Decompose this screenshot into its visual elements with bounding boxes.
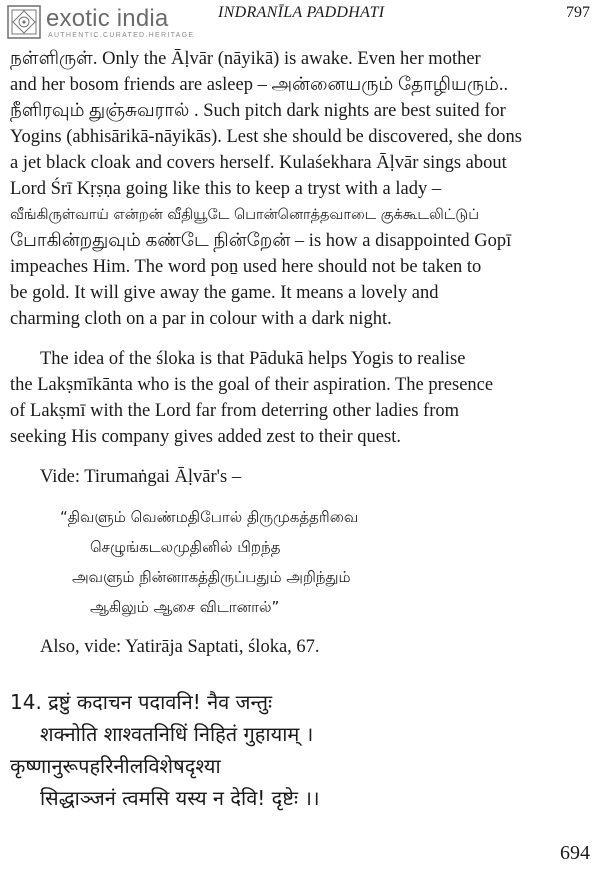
text-line: and her bosom friends are asleep – அன்னையரும் தோழியரும்.. (10, 75, 509, 95)
text-line: a jet black cloak and covers herself. Kulaśekhara Āḷvār sings about (10, 153, 507, 173)
text-line: நீளிரவும் துஞ்சுவரால் . Such pitch dark nights are best suited for (10, 101, 506, 121)
page-body (10, 46, 590, 814)
page-number: 797 (566, 4, 590, 21)
verse-line: அவளும் நின்னாகத்திருப்பதும் அறிந்தும் (72, 568, 351, 586)
text-line: seeking His company gives added zest to their quest. (10, 427, 401, 447)
text-line: of Lakṣmī with the Lord far from deterring other ladies from (10, 401, 459, 421)
text-line: the Lakṣmīkānta who is the goal of their aspiration. The presence (10, 375, 494, 395)
text-line: charming cloth on a par in colour with a dark night. (10, 309, 392, 329)
verse-line: ஆகிலும் ஆசை விடானால்” (90, 598, 280, 616)
text-line: impeaches Him. The word poṉ used here should not be taken to (10, 257, 482, 277)
text-line: நள்ளிருள். Only the Āḷvār (nāyikā) is awake. Even her mother (10, 49, 481, 69)
tamil-verse (10, 502, 590, 622)
verse-number: 694 (560, 842, 590, 864)
vide-reference: Vide: Tirumaṅgai Āḷvār's – (40, 467, 242, 487)
mandala-logo-icon (6, 4, 42, 40)
text-line: போகின்றதுவும் கண்டே நின்றேன் – is how a disappointed Gopī (10, 231, 512, 251)
sanskrit-line: कृष्णानुरूपहरिनीलविशेषदृश्या (10, 754, 221, 778)
sanskrit-verse (10, 686, 590, 814)
text-line: The idea of the śloka is that Pādukā helps Yogis to realise (40, 349, 466, 369)
text-line: Lord Śrī Kṛṣṇa going like this to keep a tryst with a lady – (10, 179, 442, 199)
verse-line: “திவளும் வெண்மதிபோல் திருமுகத்தரிவை (60, 508, 359, 526)
verse-line: செழுங்கடலமுதினில் பிறந்த (90, 538, 281, 556)
running-head: INDRANĪLA PADDHATI (218, 4, 385, 21)
paragraph-1 (10, 46, 590, 332)
logo-tagline: AUTHENTIC.CURATED.HERITAGE (48, 32, 195, 39)
tamil-text-line: வீங்கிருள்வாய் என்றன் வீதியூடே பொன்னொத்தவாடை குக்கூடலிட்டுப் (10, 207, 480, 223)
sanskrit-line: सिद्धाञ्जनं त्वमसि यस्य न देवि! दृष्टेः ।। (40, 786, 320, 810)
sanskrit-line: 14. द्रष्टुं कदाचन पदावनि! नैव जन्तुः (10, 690, 273, 714)
paragraph-2 (10, 346, 590, 450)
exotic-india-logo (6, 4, 196, 46)
text-line: Yogins (abhisārikā-nāyikās). Lest she should be discovered, she dons (10, 127, 522, 147)
vide-reference-2: Also, vide: Yatirāja Saptati, śloka, 67. (40, 637, 320, 657)
logo-brand: exotic india (46, 5, 169, 32)
text-line: be gold. It will give away the game. It means a lovely and (10, 283, 439, 303)
sanskrit-line: शक्नोति शाश्वतनिधिं निहितं गुहायाम् । (40, 722, 314, 746)
